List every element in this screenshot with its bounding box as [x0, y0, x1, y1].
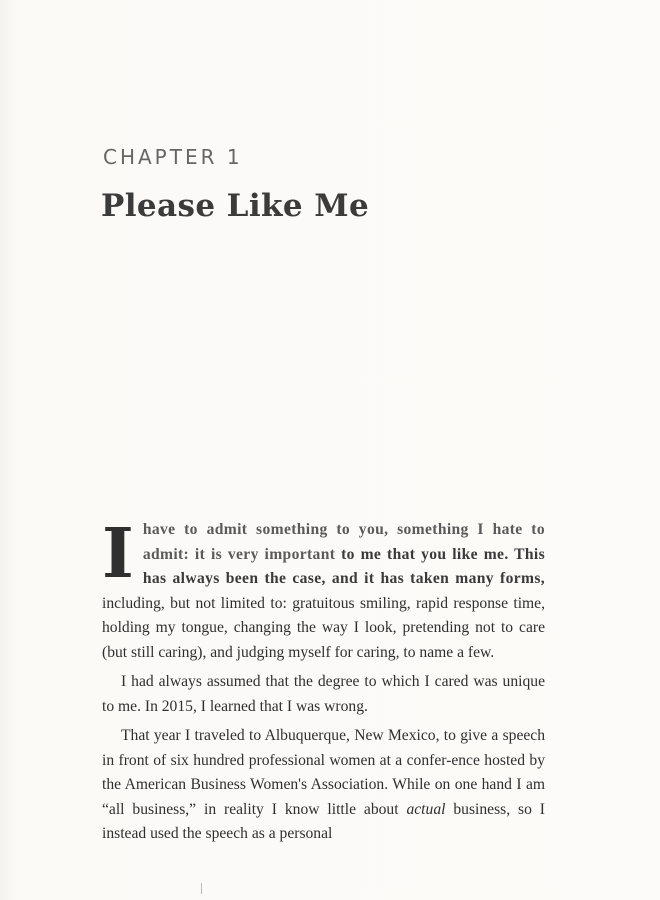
- chapter-label: CHAPTER 1: [103, 145, 243, 169]
- opening-paragraph: [102, 514, 545, 665]
- opening-paragraph-continuation: including, but not limited to: gratuitous smiling, rapid response time, holding my tongue, changing the way I look, pretending not to care (but still caring), and judging myself for caring, to name a few.: [102, 594, 545, 661]
- paragraph-3-text-end: business, so I instead used the speech as a personal: [102, 800, 545, 842]
- lead-in-text-emphasis: to me that you like me. This has always been the case, and it has taken many forms,: [142, 545, 545, 587]
- chapter-title: Please Like Me: [101, 188, 370, 224]
- body-paragraph-3: [102, 724, 545, 847]
- scan-mark: [201, 883, 202, 894]
- paragraph-3-text-start: That year I traveled to Albuquerque, New Mexico, to give a speech in front of six hundred professional women at a confer-ence hosted by the American Business Women's Association. While on one hand I am “all business,” in reality I know little about: [102, 727, 545, 818]
- drop-cap: I: [102, 514, 134, 594]
- chapter-body: [102, 514, 545, 847]
- body-paragraph-2: I had always assumed that the degree to which I cared was unique to me. In 2015, I learned that I was wrong.: [102, 673, 545, 715]
- paragraph-3-italic-word: actual: [406, 800, 446, 818]
- lead-in-text: have to admit something to you, something I hate to admit: it is very important: [142, 521, 545, 563]
